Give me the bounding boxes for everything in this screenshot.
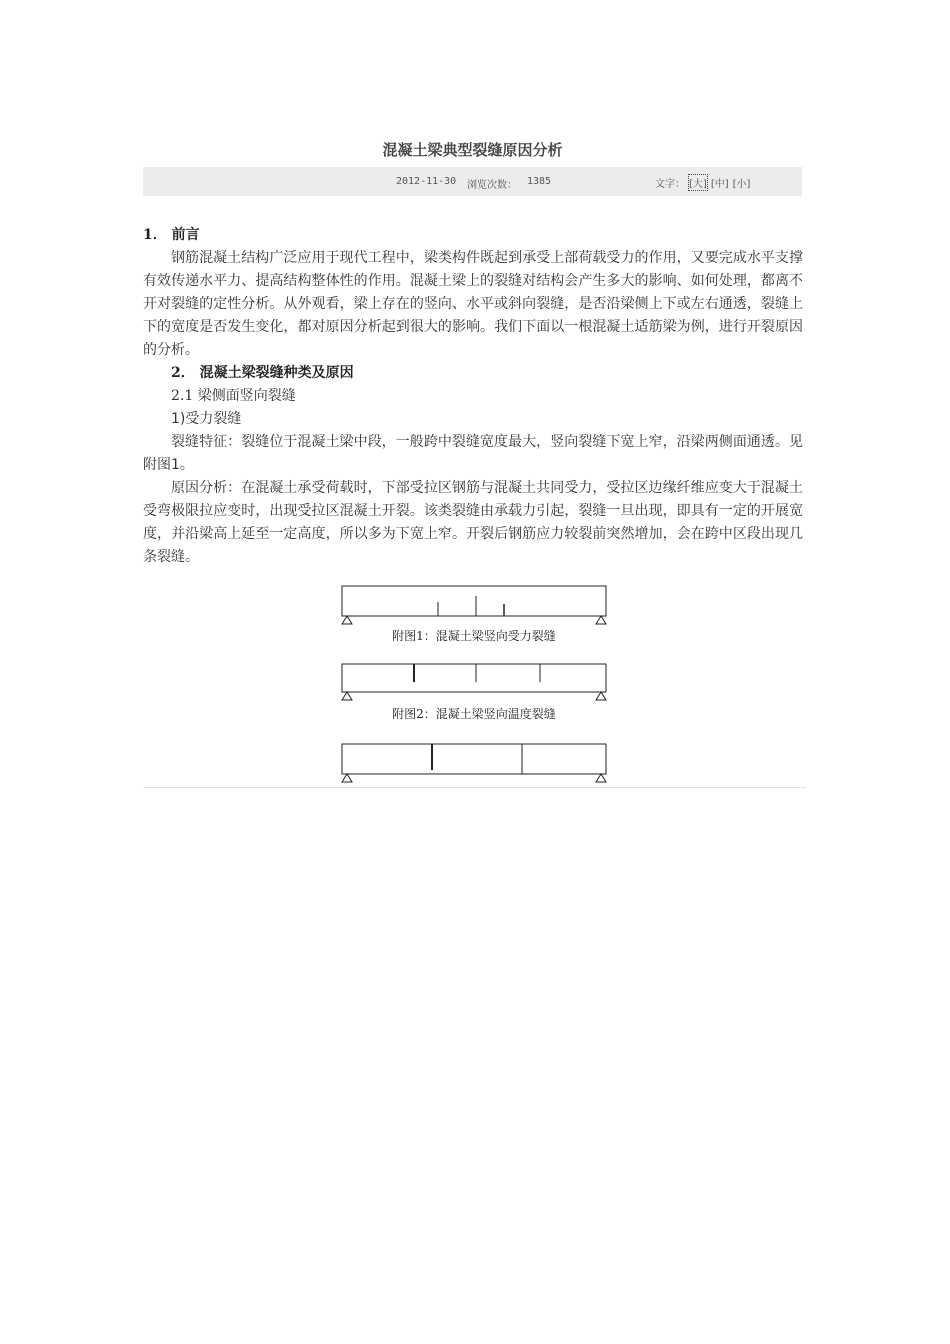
right-support-icon [596, 692, 606, 700]
right-support-icon [596, 774, 606, 782]
beam-outline [342, 744, 606, 774]
list-item-stress-crack: 1)受力裂缝 [171, 411, 242, 427]
left-support-icon [342, 692, 352, 700]
subsection-heading-vertical [143, 385, 803, 408]
figure-3-beam-diagram [338, 740, 610, 786]
right-support-icon [596, 616, 606, 624]
beam-outline [342, 664, 606, 692]
publish-date: 2012-11-30 [396, 176, 457, 187]
left-support-icon [342, 616, 352, 624]
font-size-medium-link[interactable]: [中] [710, 179, 729, 190]
cause-analysis-paragraph: 原因分析：在混凝土承受荷载时，下部受拉区钢筋与混凝土共同受力，受拉区边缘纤维应变大于混凝土受弯极限拉应变时，出现受拉区混凝土开裂。该类裂缝由承载力引起，裂缝一旦出现，即具有一定的开展宽度，并沿梁高上延至一定高度，所以多为下宽上窄。开裂后钢筋应力较裂前突然增加，会在跨中区段出现几条裂缝。 [143, 480, 803, 565]
article-title: 混凝土梁典型裂缝原因分析 [382, 141, 563, 159]
article-meta-bar [143, 167, 802, 196]
views-label: 浏览次数： [467, 180, 517, 191]
views-count: 1385 [527, 176, 552, 187]
font-size-label: 文字： [655, 179, 685, 190]
font-size-switcher [655, 175, 750, 190]
content-divider [143, 787, 806, 788]
figure-group [338, 582, 610, 786]
section-heading-intro: 1． 前言 [143, 227, 200, 243]
section-heading-crack-types: 2． 混凝土梁裂缝种类及原因 [171, 365, 354, 381]
figure-1-caption: 附图1：混凝土梁竖向受力裂缝 [392, 629, 556, 643]
font-size-large-link[interactable]: [大] [689, 175, 707, 190]
figure-2-beam-diagram [338, 660, 610, 740]
beam-outline [342, 586, 606, 616]
subsection-number: 2.1 [171, 388, 194, 404]
article-body [143, 224, 803, 569]
left-support-icon [342, 774, 352, 782]
figure-1-beam-diagram [338, 582, 610, 660]
crack-feature-paragraph: 裂缝特征：裂缝位于混凝土梁中段，一般跨中裂缝宽度最大，竖向裂缝下宽上窄，沿梁两侧面通透。见附图1。 [143, 434, 803, 473]
font-size-small-link[interactable]: [小] [732, 179, 751, 190]
intro-paragraph: 钢筋混凝土结构广泛应用于现代工程中，梁类构件既起到承受上部荷载受力的作用，又要完成水平支撑有效传递水平力、提高结构整体性的作用。混凝土梁上的裂缝对结构会产生多大的影响、如何处理，都离不开对裂缝的定性分析。从外观看，梁上存在的竖向、水平或斜向裂缝，是否沿梁侧上下或左右通透，裂缝上下的宽度是否发生变化，都对原因分析起到很大的影响。我们下面以一根混凝土适筋梁为例，进行开裂原因的分析。 [143, 250, 803, 358]
subsection-title: 梁侧面竖向裂缝 [197, 388, 296, 404]
figure-2-caption: 附图2：混凝土梁竖向温度裂缝 [392, 707, 556, 721]
